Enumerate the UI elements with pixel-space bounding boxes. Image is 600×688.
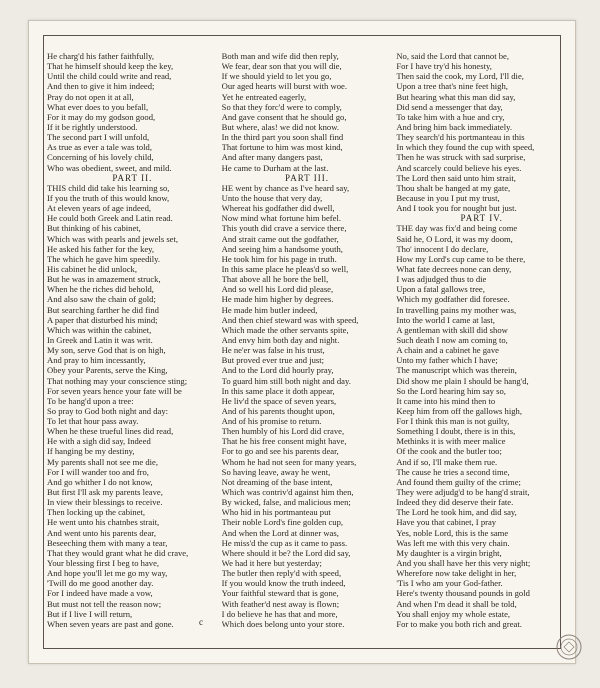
verse-line: In which they found the cup with speed, [396,142,535,153]
verse-line: The Lord then said unto him strait, [396,172,516,183]
column-right [396,51,567,663]
verse-line: For I indeed have made a vow, [47,588,153,599]
verse-line: That they would grant what he did crave, [47,547,189,558]
verse-line: And gave consent that he should go, [221,111,347,122]
verse-line: Then said the cook, my Lord, I'll die, [396,71,524,82]
verse-line: Obey your Parents, serve the King, [47,365,168,376]
verse-line: He charg'd his father faithfully, [47,51,155,61]
verse-line: In this same place it doth appear, [221,385,335,396]
verse-line: Here's twenty thousand pounds in gold [396,588,530,599]
verse-line: His cabinet he did unlock, [47,263,137,274]
verse-line: Wherefore now take delight in her, [396,568,517,579]
part-heading: PART IV. [460,213,503,224]
verse-line: When he the riches did behold, [47,284,154,295]
verse-line: The second part I will unfold, [47,132,150,143]
verse-line: Both man and wife did then reply, [221,51,339,61]
verse-line: But must not tell the reason now; [47,598,162,609]
verse-line: Have you that cabinet, I pray [396,517,497,528]
verse-line: Which does belong unto your store. [221,618,345,629]
verse-line: Pray do not open it at all, [47,91,134,102]
footer-mark: c [199,617,203,627]
verse-line: 'Tis I who am your God-father. [396,578,503,589]
verse-line: And then to give it him indeed; [47,81,155,92]
verse-line: By wicked, false, and malicious men; [221,497,351,508]
verse-line: A gentleman with skill did show [396,324,508,335]
verse-line: And hope you'll let me go my way, [47,568,168,579]
verse-line: Whom he had not seen for many years, [221,456,357,467]
verse-line: In this same place he pleas'd so well, [221,263,349,274]
verse-line: 'Twill do me good another day. [47,578,154,589]
verse-line: But thinking of his cabinet, [47,223,141,234]
verse-line: For I think this man is not guilty, [396,416,510,427]
verse-line: Upon a tree that's nine feet high, [396,81,508,92]
verse-line: What ever does to you befall, [47,101,149,112]
verse-line: The Lord he took him, and did say, [396,507,517,518]
verse-line: Keep him from off the gallows high, [396,405,522,416]
verse-line: If hanging be my destiny, [47,446,135,457]
verse-line: HE went by chance as I've heard say, [221,182,350,193]
verse-line: Was left me with this very chain. [396,537,510,548]
verse-line: And then chief steward was with speed, [221,314,359,325]
verse-line: Because in you I put my trust, [396,192,500,203]
verse-line: And found them guilty of the crime; [396,476,521,487]
verse-line: Which my godfather did foresee. [396,294,510,305]
verse-line: For to go and see his parents dear, [221,446,339,457]
verse-line: How my Lord's cup came to be there, [396,253,526,264]
verse-line: As true as ever a tale was told, [47,142,152,153]
verse-line: Said he, O Lord, it was my doom, [396,233,513,244]
column-middle [222,51,393,663]
verse-line: Which was within the cabinet, [47,324,152,335]
verse-line: He ne'er was false in his trust, [221,345,325,356]
verse-line: Methinks it is with meer malice [396,436,506,447]
verse-line: Which made the other servants spite, [221,324,349,335]
verse-line: A paper that disturbed his mind; [47,314,158,325]
verse-line: Who hid in his portmanteau put [221,507,331,518]
verse-line: And after many dangers past, [221,152,323,163]
verse-line: Where should it be? the Lord did say, [221,547,351,558]
verse-line: So having leave, away he went, [221,466,331,477]
verse-line: This youth did crave a service there, [221,223,347,234]
verse-line: And of his promise to return. [221,416,322,427]
verse-line: And pray to him incessantly, [47,355,146,366]
verse-line: But first I'll ask my parents leave, [47,487,163,498]
verse-line: But where, alas! we did not know. [221,121,340,132]
verse-line: So pray to God both night and day: [47,405,169,416]
verse-line: In Greek and Latin it was writ. [47,334,153,345]
part-heading: PART III. [285,172,329,183]
verse-line: The cause he tries a second time, [396,466,510,477]
verse-line: Now mind what fortune him befel. [221,213,342,224]
verse-line: And if so, I'll make them rue. [396,456,498,467]
verse-line: They were adjudg'd to be hang'd strait, [396,487,530,498]
verse-line: If we should yield to let you go, [221,71,332,82]
verse-line: For I have try'd his honesty, [396,61,492,72]
verse-line: That fortune to him was most kind, [221,142,343,153]
verse-line: For seven years hence your fate will be [47,385,182,396]
verse-line: Yet he entreated eagerly, [221,91,307,102]
verse-line: My son, serve God that is on high, [47,345,166,356]
verse-line: Who was obedient, sweet, and mild. [47,162,172,173]
verse-line: He went unto his chatnbes strait, [47,517,160,528]
verse-line: To let that hour pass away. [47,416,139,427]
verse-line: Whereat his godfather did dwell, [221,203,335,214]
verse-line: And also saw the chain of gold; [47,294,156,305]
verse-line: Not dreaming of the base intent, [221,476,333,487]
verse-line: He came to Durham at the last. [221,162,329,173]
verse-line: So the Lord hearing him say so, [396,385,506,396]
verse-line: No, said the Lord that cannot be, [396,51,509,61]
verse-line: Tho' innocent I do declare, [396,243,489,254]
verse-line: The butler then reply'd with speed, [221,568,342,579]
verse-line: Then locking up the cabinet, [47,507,146,518]
verse-line: My parents shall not see me die, [47,456,158,467]
verse-line: The which he gave him speedily. [47,253,161,264]
verse-line: Our aged hearts will burst with woe. [221,81,347,92]
verse-line: Did show me plain I should be hang'd, [396,375,529,386]
verse-line: And when I'm dead it shall be told, [396,598,517,609]
verse-line: Upon a fatal gallows tree, [396,284,485,295]
verse-line: In view their blessings to receive. [47,497,163,508]
verse-line: And you shall have her this very night; [396,558,531,569]
verse-line: Something I doubt, there is in this, [396,426,516,437]
verse-line: It came into his mind then to [396,395,496,406]
verse-line: Then humbly of his Lord did crave, [221,426,345,437]
verse-line: I do believe he has that and more, [221,608,338,619]
verse-line: Into the world I came at last, [396,314,495,325]
verse-line: Yes, noble Lord, this is the same [396,527,509,538]
verse-line: And went unto his parents dear, [47,527,156,538]
verse-line: That nothing may your conscience sting; [47,375,188,386]
verse-line: Thou shalt be hanged at my gate, [396,182,511,193]
verse-line: A chain and a cabinet he gave [396,345,499,356]
verse-line: And when the Lord at dinner was, [221,527,339,538]
verse-line: He with a sigh did say, Indeed [47,436,151,447]
verse-line: They search'd his portmanteau in this [396,132,525,143]
verse-line: But searching farther he did find [47,304,159,315]
verse-line: I was adjudged thus to die [396,274,487,285]
verse-line: That above all he bore the bell, [221,274,329,285]
verse-line: Their noble Lord's fine golden cup, [221,517,344,528]
verse-line: And envy him both day and night. [221,334,340,345]
verse-line: Your faithful steward that is gone, [221,588,339,599]
verse-line: THE day was fix'd and being come [396,223,518,234]
verse-line: With feather'd nest away is flown; [221,598,340,609]
verse-line: He miss'd the cup as it came to pass. [221,537,348,548]
broadside-sheet [28,20,576,664]
verse-line: Until the child could write and read, [47,71,172,82]
verse-line: For to make you both rich and great. [396,618,522,629]
verse-line: Indeed they did deserve their fate. [396,497,514,508]
verse-line: For I will wander too and fro, [47,466,149,477]
verse-line: If it be rightly understood. [47,121,138,132]
verse-line: Which was with pearls and jewels set, [47,233,179,244]
column-left [47,51,218,663]
verse-line: Unto the house that very day, [221,192,323,203]
verse-line: That he himself should keep the key, [47,61,174,72]
verse-line: He asked his father for the key, [47,243,155,254]
verse-line: To be hang'd upon a tree: [47,395,134,406]
verse-line: And scarcely could believe his eyes. [396,162,522,173]
verse-line: To take him with a hue and cry, [396,111,505,122]
verse-line: But he was in amazement struck, [47,274,161,285]
verse-line: And bring him back immediately. [396,121,513,132]
verse-line: If you the truth of this would know, [47,192,170,203]
verse-line: We fear, dear son that you will die, [221,61,342,72]
verse-line: And go whither I do not know, [47,476,153,487]
verse-line: For it may do my godson good, [47,111,156,122]
verse-line: Unto my father which I have; [396,355,498,366]
verse-line: But hearing what this man did say, [396,91,516,102]
verse-line: At eleven years of age indeed, [47,203,152,214]
verse-line: In travelling pains my mother was, [396,304,517,315]
verse-line: He made him butler indeed, [221,304,318,315]
verse-line: We had it here but yesterday; [221,558,322,569]
library-stamp-icon [555,633,583,661]
verse-line: He liv'd the space of seven years, [221,395,337,406]
verse-line: Concerning of his lovely child, [47,152,154,163]
verse-line: And seeing him a handsome youth, [221,243,343,254]
verse-line: So that they forc'd were to comply, [221,101,342,112]
verse-line: And strait came out the godfather, [221,233,339,244]
text-columns [47,51,567,663]
verse-line: And I took you for nought but just. [396,203,517,214]
verse-line: That he his free consent might have, [221,436,347,447]
verse-line: And to the Lord did hourly pray, [221,365,334,376]
verse-line: But proved ever true and just; [221,355,325,366]
verse-line: Your blessing first I beg to have, [47,558,160,569]
verse-line: Such death I now am coming to, [396,334,508,345]
verse-line: He made him higher by degrees. [221,294,334,305]
verse-line: When seven years are past and gone. [47,618,174,629]
verse-line: What fate decrees none can deny, [396,263,512,274]
verse-line: The manuscript which was therein, [396,365,517,376]
verse-line: Beseeching them with many a tear, [47,537,168,548]
verse-line: He could both Greek and Latin read. [47,213,173,224]
part-heading: PART II. [112,172,153,183]
verse-line: Then he was struck with sad surprise, [396,152,526,163]
verse-line: In the third part you soon shall find [221,132,344,143]
verse-line: My daughter is a virgin bright, [396,547,502,558]
verse-line: You shall enjoy my whole estate, [396,608,511,619]
verse-line: When he these trueful lines did read, [47,426,174,437]
verse-line: Did send a messenger that day, [396,101,503,112]
verse-line: And of his parents thought upon, [221,405,335,416]
verse-line: To guard him still both night and day. [221,375,351,386]
verse-line: If you would know the truth indeed, [221,578,346,589]
verse-line: Of the cook and the butler too; [396,446,502,457]
verse-line: And so well his Lord did please, [221,284,334,295]
verse-line: Which was contriv'd against him then, [221,487,354,498]
verse-line: But if I live I will return, [47,608,133,619]
verse-line: He took him for his page in truth. [221,253,337,264]
verse-line: THIS child did take his learning so, [47,182,170,193]
